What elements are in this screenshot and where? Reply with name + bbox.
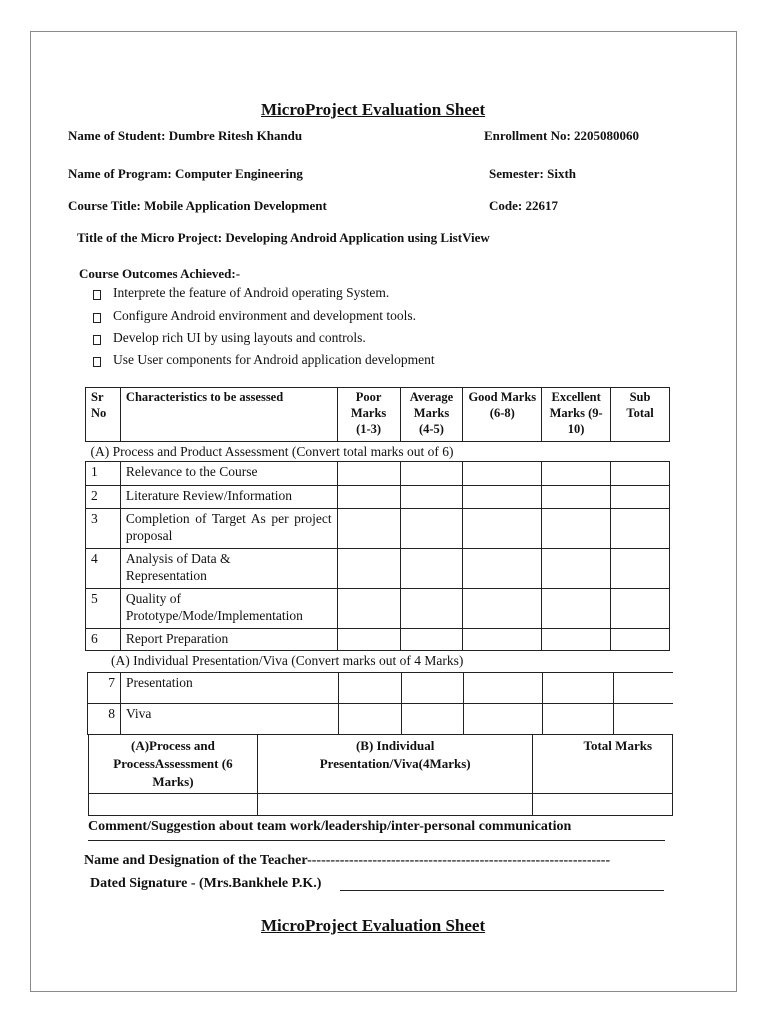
- bottom-title: MicroProject Evaluation Sheet: [261, 916, 486, 935]
- outcomes-heading: Course Outcomes Achieved:-: [79, 266, 241, 281]
- totals-table: [88, 734, 673, 816]
- totals-header-row: [89, 735, 673, 794]
- totals-total-value: [533, 794, 673, 816]
- table-row: [86, 462, 670, 486]
- teacher-label: Name and Designation of the Teacher-----------------------------------------------------------------: [84, 853, 611, 868]
- signature-label: Dated Signature - (Mrs.Bankhele P.K.): [90, 876, 322, 891]
- row-label: Viva: [120, 704, 338, 735]
- table-row: [86, 589, 670, 629]
- header-excellent: Excellent Marks (9-10): [542, 388, 611, 442]
- checkbox-bullet-icon: [93, 290, 101, 300]
- outcome-item: Interprete the feature of Android operating System.: [113, 285, 390, 300]
- program-name: Name of Program: Computer Engineering: [68, 166, 303, 181]
- row-label: Literature Review/Information: [120, 486, 337, 509]
- semester: Semester: Sixth: [489, 166, 577, 181]
- row-label: Presentation: [120, 673, 338, 704]
- row-label: Quality of Prototype/Mode/Implementation: [120, 589, 337, 629]
- comment-label: Comment/Suggestion about team work/leadership/inter-personal communication: [88, 819, 572, 834]
- course-title: Course Title: Mobile Application Development: [68, 198, 327, 213]
- table-row: [88, 673, 674, 704]
- row-number: 2: [86, 486, 121, 509]
- evaluation-sheet-page: [30, 31, 737, 992]
- row-label: Completion of Target As per project proposal: [120, 509, 337, 549]
- totals-value-row: [89, 794, 673, 816]
- totals-process-value: [89, 794, 258, 816]
- outcome-item: Use User components for Android application development: [113, 352, 435, 367]
- outcome-item: Configure Android environment and development tools.: [113, 308, 416, 323]
- row-number: 8: [88, 704, 121, 735]
- section-a-label: (A) Process and Product Assessment (Convert total marks out of 6): [86, 442, 670, 462]
- row-label: Analysis of Data & Representation: [120, 549, 337, 589]
- header-subtotal: Sub Total: [611, 388, 670, 442]
- checkbox-bullet-icon: [93, 335, 101, 345]
- section-b-label: (A) Individual Presentation/Viva (Convert marks out of 4 Marks): [111, 653, 464, 668]
- row-label: Relevance to the Course: [120, 462, 337, 486]
- row-number: 6: [86, 629, 121, 651]
- header-good: Good Marks (6-8): [463, 388, 542, 442]
- row-number: 3: [86, 509, 121, 549]
- table-row: [86, 486, 670, 509]
- signature-line: [340, 890, 664, 891]
- table-row: [86, 629, 670, 651]
- sheet-title: MicroProject Evaluation Sheet: [261, 100, 486, 119]
- header-poor: Poor Marks (1-3): [337, 388, 400, 442]
- header-average: Average Marks (4-5): [400, 388, 463, 442]
- assessment-table: [85, 387, 670, 651]
- table-row: [88, 704, 674, 735]
- enrollment-number: Enrollment No: 2205080060: [484, 128, 640, 143]
- table-row: [86, 549, 670, 589]
- row-number: 7: [88, 673, 121, 704]
- totals-presentation-value: [257, 794, 533, 816]
- totals-process-header: (A)Process and ProcessAssessment (6 Marks): [89, 735, 258, 794]
- row-label: Report Preparation: [120, 629, 337, 651]
- row-number: 1: [86, 462, 121, 486]
- course-code: Code: 22617: [489, 198, 558, 213]
- project-title: Title of the Micro Project: Developing Android Application using ListView: [77, 230, 490, 245]
- header-sr-no: Sr No: [86, 388, 121, 442]
- presentation-table: [87, 672, 673, 735]
- header-characteristics: Characteristics to be assessed: [120, 388, 337, 442]
- table-row: [86, 509, 670, 549]
- row-number: 5: [86, 589, 121, 629]
- student-name: Name of Student: Dumbre Ritesh Khandu: [68, 128, 303, 143]
- outcome-item: Develop rich UI by using layouts and controls.: [113, 330, 366, 345]
- totals-total-header: Total Marks: [533, 735, 673, 794]
- comment-line: [88, 840, 665, 841]
- row-number: 4: [86, 549, 121, 589]
- section-row: [86, 442, 670, 462]
- checkbox-bullet-icon: [93, 313, 101, 323]
- checkbox-bullet-icon: [93, 357, 101, 367]
- totals-presentation-header: (B) Individual Presentation/Viva(4Marks): [257, 735, 533, 794]
- table-header-row: [86, 388, 670, 442]
